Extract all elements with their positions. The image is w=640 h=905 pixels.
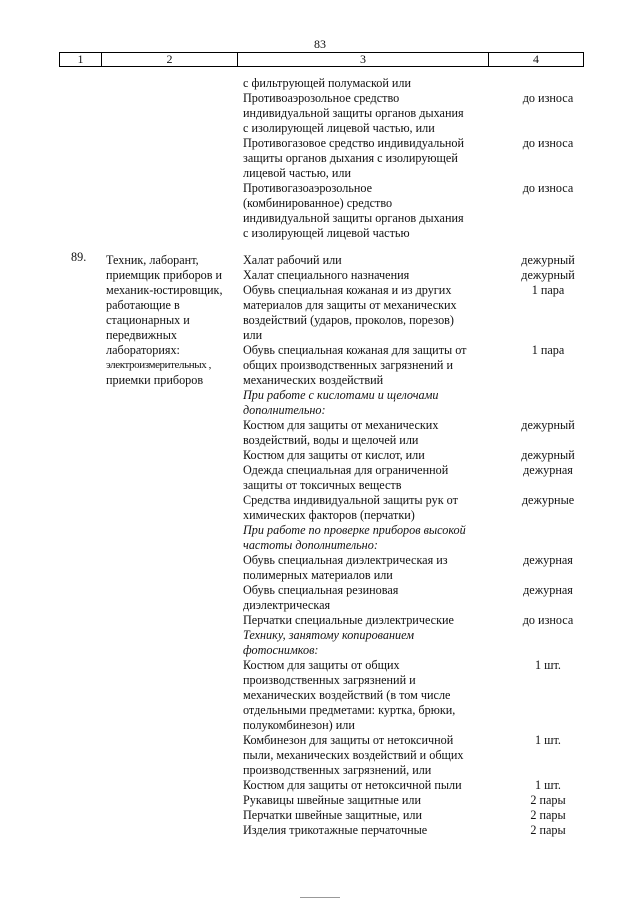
item-line: диэлектрическая bbox=[243, 598, 331, 612]
item-line: Халат специального назначения bbox=[243, 268, 410, 282]
column-header-table bbox=[59, 52, 584, 67]
item-line: Халат рабочий или bbox=[243, 253, 342, 267]
item-line: механических воздействий (в том числе bbox=[243, 688, 451, 702]
norm-value: 1 шт. bbox=[535, 733, 561, 747]
position-line: электроизмерительных , bbox=[106, 359, 212, 371]
header-col-2: 2 bbox=[102, 53, 238, 67]
page-number: 83 bbox=[314, 37, 326, 51]
item-line: Костюм для защиты от общих bbox=[243, 658, 400, 672]
scan-artifact bbox=[300, 897, 340, 898]
continuation-line: Противоаэрозольное средство bbox=[243, 91, 400, 105]
item-line: Рукавицы швейные защитные или bbox=[243, 793, 421, 807]
position-line: работающие в bbox=[106, 298, 180, 312]
section-subheading: дополнительно: bbox=[243, 403, 326, 417]
continuation-line: защиты органов дыхания с изолирующей bbox=[243, 151, 458, 165]
item-line: производственных загрязнений и bbox=[243, 673, 416, 687]
norm-value: 1 пара bbox=[531, 343, 565, 357]
position-line: механик-юстировщик, bbox=[106, 283, 223, 297]
continuation-line: (комбинированное) средство bbox=[243, 196, 393, 210]
position-line: лабораториях: bbox=[106, 343, 180, 357]
continuation-line: лицевой частью, или bbox=[243, 166, 352, 180]
continuation-line: Противогазоаэрозольное bbox=[243, 181, 373, 195]
norm-value: 1 шт. bbox=[535, 658, 561, 672]
norm-value: дежурный bbox=[521, 253, 575, 267]
item-line: Одежда специальная для ограниченной bbox=[243, 463, 449, 477]
item-line: Костюм для защиты от механических bbox=[243, 418, 439, 432]
section-subheading: При работе по проверке приборов высокой bbox=[243, 523, 466, 537]
section-subheading: При работе с кислотами и щелочами bbox=[243, 388, 439, 402]
continuation-line: индивидуальной защиты органов дыхания bbox=[243, 106, 464, 120]
item-line: Комбинезон для защиты от нетоксичной bbox=[243, 733, 454, 747]
item-line: Изделия трикотажные перчаточные bbox=[243, 823, 428, 837]
norm-value: дежурные bbox=[521, 493, 575, 507]
item-line: общих производственных загрязнений и bbox=[243, 358, 454, 372]
norm-value: дежурный bbox=[521, 418, 575, 432]
norm-value: дежурная bbox=[523, 553, 573, 567]
item-line: пыли, механических воздействий и общих bbox=[243, 748, 464, 762]
position-line: приемщик приборов и bbox=[106, 268, 223, 282]
item-line: Обувь специальная диэлектрическая из bbox=[243, 553, 448, 567]
item-line: Обувь специальная резиновая bbox=[243, 583, 399, 597]
item-line: производственных загрязнений, или bbox=[243, 763, 432, 777]
item-line: полимерных материалов или bbox=[243, 568, 393, 582]
norm-value: дежурный bbox=[521, 448, 575, 462]
position-line: стационарных и bbox=[106, 313, 190, 327]
header-col-4: 4 bbox=[489, 53, 584, 67]
norm-value: 1 пара bbox=[531, 283, 565, 297]
continuation-line: с изолирующей лицевой частью bbox=[243, 226, 410, 240]
item-line: химических факторов (перчатки) bbox=[243, 508, 415, 522]
norm-value: 1 шт. bbox=[535, 778, 561, 792]
norm-value: 2 пары bbox=[530, 808, 566, 822]
item-line: воздействий, воды и щелочей или bbox=[243, 433, 419, 447]
item-line: защиты от токсичных веществ bbox=[243, 478, 402, 492]
norm-value: 2 пары bbox=[530, 823, 566, 837]
item-line: Средства индивидуальной защиты рук от bbox=[243, 493, 458, 507]
item-line: воздействий (ударов, проколов, порезов) bbox=[243, 313, 454, 327]
row-number: 89. bbox=[71, 250, 87, 264]
continuation-line: с изолирующей лицевой частью, или bbox=[243, 121, 435, 135]
item-line: механических воздействий bbox=[243, 373, 384, 387]
section-subheading: частоты дополнительно: bbox=[243, 538, 378, 552]
position-line: Техник, лаборант, bbox=[106, 253, 199, 267]
norm-value: до износа bbox=[522, 181, 574, 195]
header-col-1: 1 bbox=[60, 53, 102, 67]
section-subheading: фотоснимков: bbox=[243, 643, 319, 657]
norm-value: дежурная bbox=[523, 583, 573, 597]
norm-value: до износа bbox=[522, 91, 574, 105]
position-line: передвижных bbox=[106, 328, 177, 342]
norm-value: до износа bbox=[522, 136, 574, 150]
norm-value: до износа bbox=[522, 613, 574, 627]
item-line: полукомбинезон) или bbox=[243, 718, 355, 732]
item-line: Перчатки специальные диэлектрические bbox=[243, 613, 454, 627]
item-line: или bbox=[243, 328, 263, 342]
item-line: Перчатки швейные защитные, или bbox=[243, 808, 423, 822]
norm-value: дежурная bbox=[523, 463, 573, 477]
header-col-3: 3 bbox=[238, 53, 489, 67]
position-line: приемки приборов bbox=[106, 373, 204, 387]
continuation-line: с фильтрующей полумаской или bbox=[243, 76, 412, 90]
item-line: материалов для защиты от механических bbox=[243, 298, 457, 312]
item-line: Обувь специальная кожаная для защиты от bbox=[243, 343, 467, 357]
item-line: Обувь специальная кожаная и из других bbox=[243, 283, 452, 297]
continuation-line: индивидуальной защиты органов дыхания bbox=[243, 211, 464, 225]
continuation-line: Противогазовое средство индивидуальной bbox=[243, 136, 465, 150]
item-line: Костюм для защиты от кислот, или bbox=[243, 448, 425, 462]
section-subheading: Технику, занятому копированием bbox=[243, 628, 414, 642]
norm-value: дежурный bbox=[521, 268, 575, 282]
norm-value: 2 пары bbox=[530, 793, 566, 807]
item-line: отдельными предметами: куртка, брюки, bbox=[243, 703, 456, 717]
item-line: Костюм для защиты от нетоксичной пыли bbox=[243, 778, 462, 792]
